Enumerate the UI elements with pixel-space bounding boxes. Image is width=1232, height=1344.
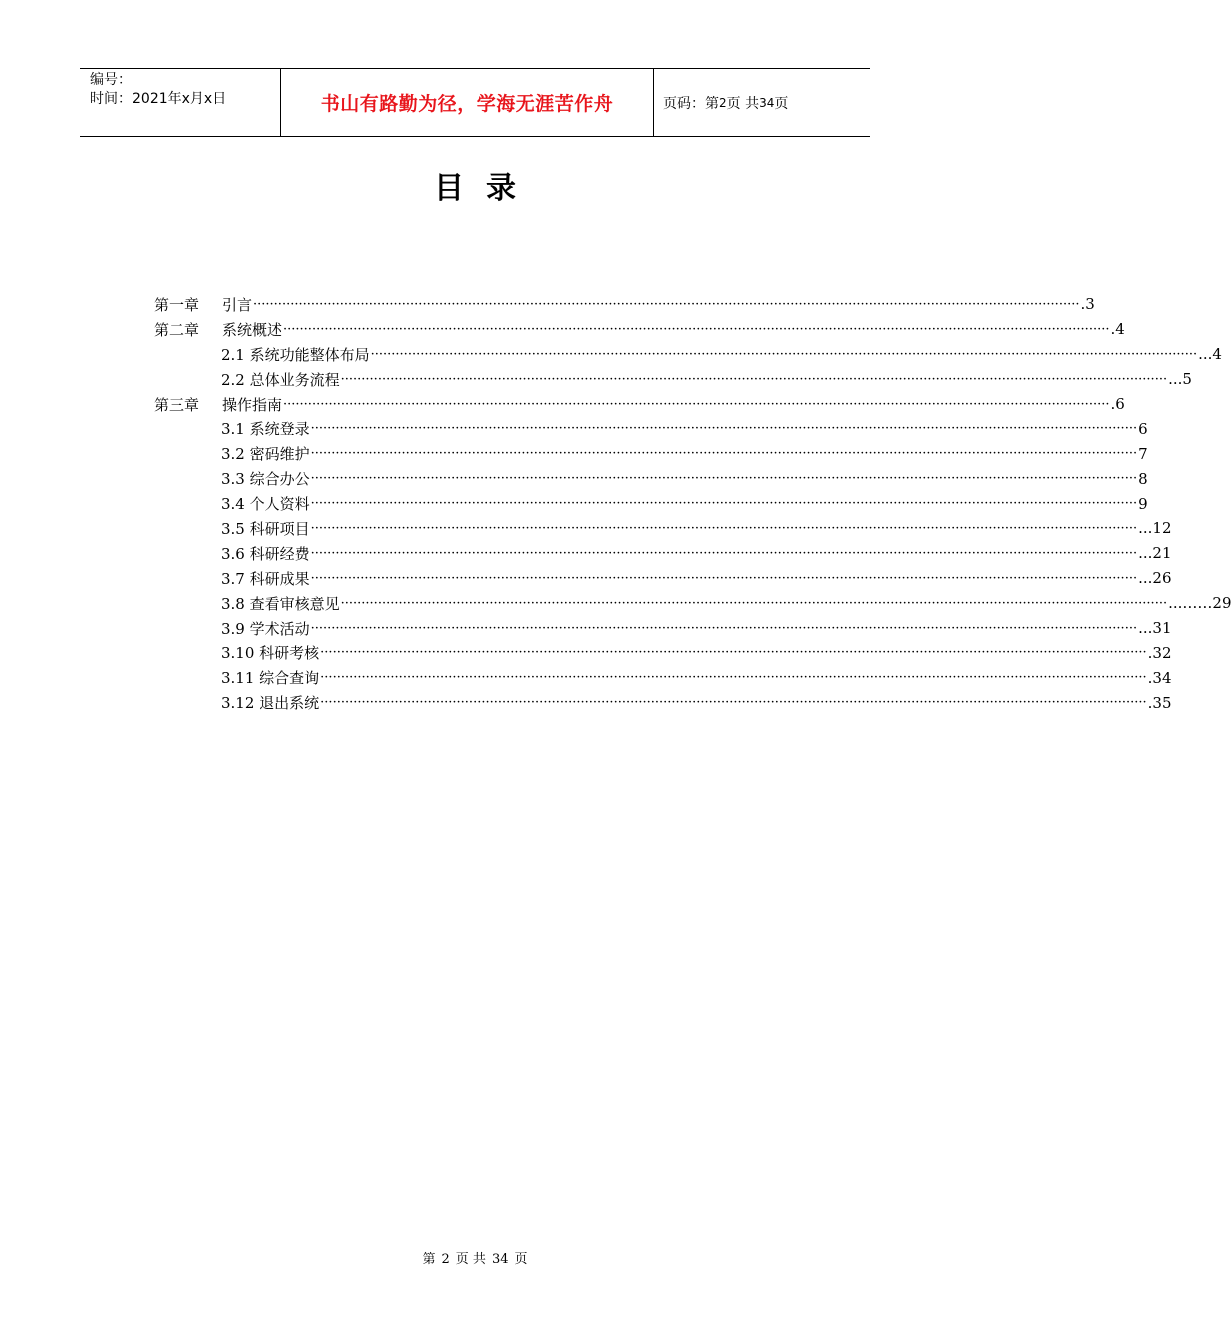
toc-entry-title: 3.8 查看审核意见 xyxy=(221,594,340,613)
serial-number-label: 编号： xyxy=(90,72,132,88)
toc-page-number: 8 xyxy=(1138,469,1148,488)
toc-entry[interactable] xyxy=(154,416,1148,441)
toc-entry[interactable] xyxy=(154,516,1172,541)
toc-dot-leader: ········································································································································································································ xyxy=(253,296,1080,312)
toc-dot-leader: ········································································································································································································ xyxy=(310,421,1138,437)
page-footer xyxy=(0,1248,950,1267)
toc-entry[interactable] xyxy=(154,665,1172,690)
toc-dot-leader: ········································································································································································································ xyxy=(340,595,1168,611)
page-total: 34 xyxy=(759,95,775,110)
time-label: 时间：2021年x月x日 xyxy=(90,91,227,107)
footer-total: 34 xyxy=(491,1252,509,1267)
header-meta xyxy=(80,69,281,136)
toc-entry-title: 3.1 系统登录 xyxy=(221,420,310,439)
toc-dot-leader: ········································································································································································································ xyxy=(310,446,1138,462)
toc-entry-title: 3.2 密码维护 xyxy=(221,445,310,464)
toc-page-number: 7 xyxy=(1138,444,1148,463)
toc-entry[interactable] xyxy=(154,342,1222,367)
toc-page-number: ...12 xyxy=(1138,519,1172,538)
page-header xyxy=(80,68,870,137)
toc-dot-leader: ········································································································································································································ xyxy=(310,620,1138,636)
toc-entry-title: 系统概述 xyxy=(222,320,283,339)
toc-entry-title: 3.10 科研考核 xyxy=(221,644,320,663)
toc-chapter-label: 第三章 xyxy=(154,395,200,414)
toc-dot-leader: ········································································································································································································ xyxy=(310,520,1138,536)
toc-dot-leader: ········································································································································································································ xyxy=(320,695,1147,711)
toc-page-number: .3 xyxy=(1080,295,1095,314)
page-suffix: 页 xyxy=(774,95,789,112)
toc-dot-leader: ········································································································································································································ xyxy=(370,346,1198,362)
toc-page-number: 6 xyxy=(1138,419,1148,438)
toc-page-number: ...31 xyxy=(1138,619,1172,638)
toc-entry-title: 2.1 系统功能整体布局 xyxy=(221,345,370,364)
toc-dot-leader: ········································································································································································································ xyxy=(320,670,1147,686)
toc-entry[interactable] xyxy=(154,491,1148,516)
toc-entry-title: 2.2 总体业务流程 xyxy=(221,370,340,389)
toc-page-number: .35 xyxy=(1147,693,1172,712)
toc-dot-leader: ········································································································································································································ xyxy=(310,496,1138,512)
toc-entry-title: 3.6 科研经费 xyxy=(221,544,310,563)
toc-entry[interactable] xyxy=(154,441,1148,466)
toc-dot-leader: ········································································································································································································ xyxy=(310,471,1138,487)
toc-entry[interactable] xyxy=(154,591,1232,616)
toc-dot-leader: ········································································································································································································ xyxy=(283,321,1110,337)
page-current: 2 xyxy=(719,95,727,110)
header-motto-cell xyxy=(281,69,654,136)
toc-entry[interactable] xyxy=(154,541,1172,566)
toc-entry[interactable] xyxy=(154,317,1125,342)
toc-chapter-label: 第一章 xyxy=(154,295,200,314)
toc-entry-title: 3.12 退出系统 xyxy=(221,694,320,713)
toc-entry-title: 引言 xyxy=(222,295,253,314)
toc-entry-title: 3.9 学术活动 xyxy=(221,619,310,638)
toc-dot-leader: ········································································································································································································ xyxy=(310,570,1138,586)
toc-dot-leader: ········································································································································································································ xyxy=(283,396,1110,412)
header-page-info xyxy=(654,69,870,136)
page-prefix: 页码：第 xyxy=(663,95,719,112)
toc-entry[interactable] xyxy=(154,566,1172,591)
toc-page-number: ...26 xyxy=(1138,569,1172,588)
toc-entry[interactable] xyxy=(154,466,1148,491)
toc-page-number: ...……29 xyxy=(1168,594,1232,613)
toc-page-number: .32 xyxy=(1147,643,1172,662)
toc-entry-title: 3.5 科研项目 xyxy=(221,519,310,538)
toc-entry[interactable] xyxy=(154,367,1192,392)
footer-current: 2 xyxy=(441,1252,450,1267)
toc-entry-title: 3.7 科研成果 xyxy=(221,569,310,588)
footer-mid: 页 共 xyxy=(455,1252,486,1267)
toc-entry[interactable] xyxy=(154,690,1172,715)
toc-dot-leader: ········································································································································································································ xyxy=(340,371,1168,387)
footer-suffix: 页 xyxy=(514,1252,528,1267)
page-mid: 页 共 xyxy=(726,95,760,112)
toc-page-number: ...5 xyxy=(1168,370,1192,389)
toc-dot-leader: ········································································································································································································ xyxy=(310,545,1138,561)
toc-dot-leader: ········································································································································································································ xyxy=(320,645,1147,661)
toc-entry[interactable] xyxy=(154,616,1172,641)
motto-text: 书山有路勤为径，学海无涯苦作舟 xyxy=(320,93,614,115)
toc-page-number: ...21 xyxy=(1138,544,1172,563)
toc-entry-title: 操作指南 xyxy=(222,395,283,414)
toc-page-number: ...4 xyxy=(1198,345,1222,364)
footer-prefix: 第 xyxy=(422,1252,436,1267)
toc-entry-title: 3.4 个人资料 xyxy=(221,495,310,514)
toc-entry-title: 3.3 综合办公 xyxy=(221,470,310,489)
table-of-contents xyxy=(154,292,1232,715)
toc-page-number: 9 xyxy=(1138,494,1148,513)
toc-page-number: .6 xyxy=(1110,395,1125,413)
toc-entry[interactable] xyxy=(154,292,1095,317)
toc-entry-title: 3.11 综合查询 xyxy=(221,669,320,688)
toc-chapter-label: 第二章 xyxy=(154,320,200,339)
toc-title: 目录 xyxy=(434,171,538,206)
toc-entry[interactable] xyxy=(154,640,1172,665)
toc-page-number: .34 xyxy=(1147,668,1172,687)
toc-entry[interactable] xyxy=(154,392,1125,417)
toc-page-number: .4 xyxy=(1110,320,1125,339)
